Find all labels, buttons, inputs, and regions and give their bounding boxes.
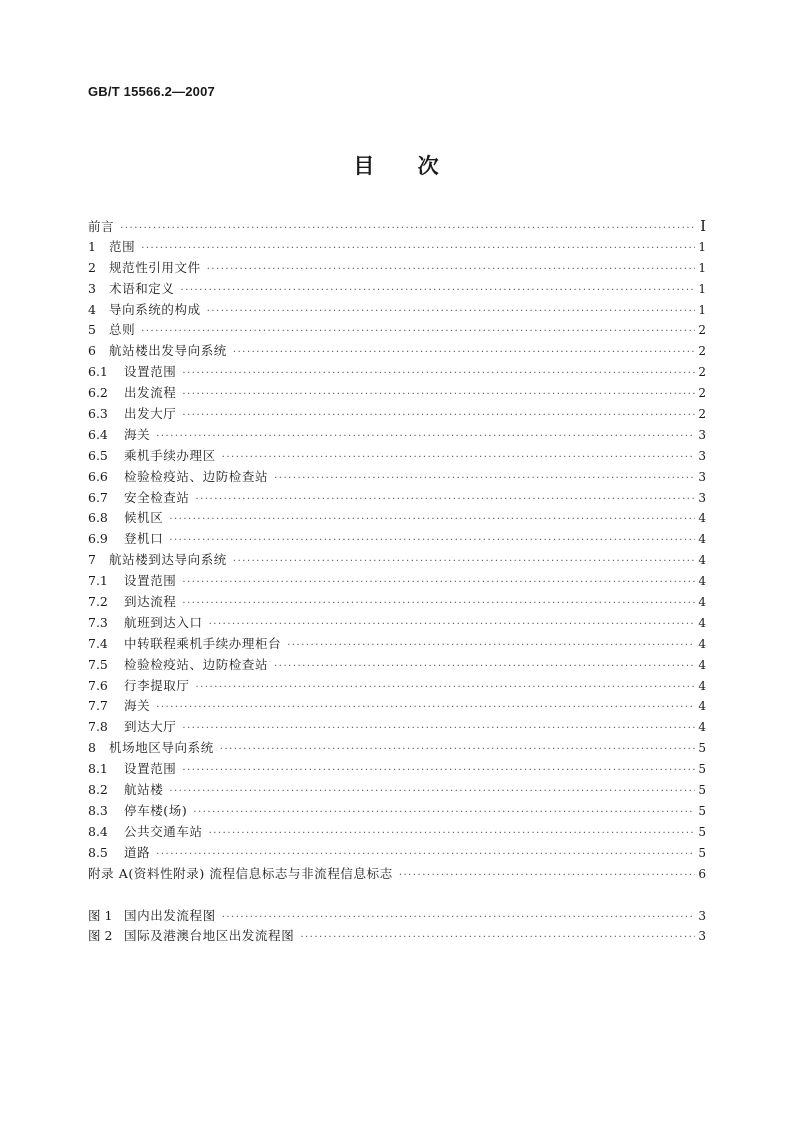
toc-entry-number: 6.9 [88,531,108,547]
figure-entry-label: 图 1 [88,907,113,923]
toc-entry-number: 8.1 [88,761,108,777]
dot-leader [182,383,695,406]
toc-entry[interactable] [88,446,706,467]
toc-entry-number: 7.4 [88,635,108,651]
toc-entry-number: 6.2 [88,385,108,401]
dot-leader [141,320,695,343]
toc-entry-text: 设置范围 [124,364,177,380]
toc-entry-page: 4 [698,720,706,735]
toc-entry-number: 7.8 [88,719,108,735]
toc-entry-number: 4 [88,301,96,317]
figure-entry[interactable] [88,926,706,947]
toc-entry-page: 4 [698,657,706,672]
toc-entry[interactable] [88,613,706,634]
toc-entry[interactable] [88,780,706,801]
toc-entry-page: 3 [698,448,706,463]
table-of-contents [88,216,706,947]
toc-entry[interactable] [88,655,706,676]
toc-entry-page: Ⅰ [700,217,706,235]
toc-entry[interactable] [88,300,706,321]
toc-entry-page: 2 [698,344,706,359]
toc-entry[interactable] [88,571,706,592]
figure-entry-page: 3 [698,929,706,944]
toc-entry-number: 7.6 [88,677,108,693]
toc-entry-number: 6.3 [88,406,108,422]
toc-entry-page: 4 [698,511,706,526]
page-title: 目 次 [353,153,441,178]
toc-entry-text: 航班到达入口 [124,614,203,630]
toc-entry-number: 6.6 [88,468,108,484]
toc-entry-number: 2 [88,259,96,275]
toc-entry-page: 2 [698,386,706,401]
toc-entry-page: 3 [698,427,706,442]
toc-entry-number: 6.1 [88,364,108,380]
toc-entry-number: 8.2 [88,782,108,798]
toc-entry-number: 7.3 [88,614,108,630]
toc-entry[interactable] [88,801,706,822]
toc-entry-number: 5 [88,322,96,338]
toc-entry-number: 6.4 [88,426,108,442]
toc-entry[interactable] [88,759,706,780]
toc-entry[interactable] [88,843,706,864]
toc-entry-text: 机场地区导向系统 [109,740,214,756]
dot-leader [233,550,695,573]
toc-entry-text: 航站楼出发导向系统 [109,343,227,359]
toc-entry[interactable] [88,279,706,300]
toc-entry-text: 前言 [88,219,115,234]
toc-entry-text: 出发大厅 [124,406,177,422]
toc-entry-text: 设置范围 [124,573,177,589]
dot-leader [300,926,695,949]
toc-entry-text: 海关 [124,426,151,442]
figure-entry[interactable] [88,906,706,927]
toc-entry-page: 4 [698,532,706,547]
toc-entry-page: 4 [698,678,706,693]
toc-entry-page: 6 [698,866,706,881]
toc-entry-page: 4 [698,553,706,568]
toc-entry-page: 5 [698,783,706,798]
toc-entry-page: 2 [698,323,706,338]
toc-entry-page: 4 [698,636,706,651]
figure-entry-text: 国内出发流程图 [124,907,216,923]
toc-entry-text: 登机口 [124,531,164,547]
toc-entry-text: 规范性引用文件 [109,259,201,275]
toc-entry[interactable] [88,383,706,404]
dot-leader [156,696,695,719]
toc-entry-number: 8.3 [88,802,108,818]
toc-entry-text: 安全检查站 [124,489,190,505]
toc-entry[interactable] [88,550,706,571]
toc-entry[interactable] [88,634,706,655]
dot-leader [209,613,695,636]
toc-entry-page: 1 [698,281,706,296]
toc-entry-page: 4 [698,595,706,610]
toc-entry[interactable] [88,425,706,446]
toc-entry-text: 到达大厅 [124,719,177,735]
toc-entry-page: 4 [698,574,706,589]
toc-entry-text: 设置范围 [124,761,177,777]
dot-leader [233,341,695,364]
dot-leader [399,864,695,887]
dot-leader [207,300,695,323]
toc-entry-text: 检验检疫站、边防检查站 [124,468,269,484]
toc-entry[interactable] [88,488,706,509]
toc-entry-page: 5 [698,824,706,839]
toc-entry-page: 2 [698,365,706,380]
dot-leader [182,362,695,385]
dot-leader [220,738,695,761]
dot-leader [182,404,695,427]
toc-entry-text: 公共交通车站 [124,823,203,839]
dot-leader [193,801,695,824]
toc-entry-text: 航站楼 [124,782,164,798]
toc-entry-number: 7.5 [88,656,108,672]
dot-leader [196,676,695,699]
toc-entry-text: 航站楼到达导向系统 [109,552,227,568]
figure-entry-text: 国际及港澳台地区出发流程图 [124,928,295,944]
toc-entry-page: 1 [698,260,706,275]
toc-entry[interactable] [88,362,706,383]
dot-leader [287,634,695,657]
dot-leader [182,592,695,615]
toc-entry-page: 5 [698,845,706,860]
figure-entry-page: 3 [698,908,706,923]
dot-leader [169,780,695,803]
toc-entry-page: 3 [698,490,706,505]
toc-entry-text: 范围 [109,238,136,254]
toc-entry-number: 6 [88,343,96,359]
toc-entry[interactable] [88,822,706,843]
toc-entry[interactable] [88,404,706,425]
toc-entry-number: 8 [88,740,96,756]
dot-leader [156,425,695,448]
toc-entry-text: 总则 [109,322,136,338]
toc-entry-text: 候机区 [124,510,164,526]
dot-leader [156,843,695,866]
toc-entry-page: 1 [698,302,706,317]
toc-entry-number: 6.7 [88,489,108,505]
toc-entry[interactable] [88,237,706,258]
toc-entry[interactable] [88,320,706,341]
toc-entry-text: 出发流程 [124,385,177,401]
toc-entry-page: 2 [698,407,706,422]
dot-leader [207,258,695,281]
toc-entry-page: 5 [698,803,706,818]
toc-entry[interactable] [88,258,706,279]
toc-entry-text: 道路 [124,844,151,860]
toc-entry-page: 1 [698,239,706,254]
toc-entry-page: 3 [698,469,706,484]
figure-entry-label: 图 2 [88,928,113,944]
dot-leader [141,237,695,260]
toc-entry-number: 1 [88,238,96,254]
toc-entry[interactable] [88,592,706,613]
toc-entry[interactable] [88,676,706,697]
dot-leader [169,529,695,552]
toc-entry[interactable] [88,341,706,362]
toc-entry[interactable] [88,529,706,550]
toc-entry[interactable] [88,696,706,717]
toc-entry-page: 5 [698,762,706,777]
toc-entry-text: 附录 A(资料性附录) 流程信息标志与非流程信息标志 [88,865,393,881]
toc-entry-text: 导向系统的构成 [109,301,201,317]
toc-entry-text: 术语和定义 [109,280,175,296]
toc-entry-page: 4 [698,699,706,714]
toc-entry-number: 7.1 [88,573,108,589]
toc-entry-number: 6.5 [88,447,108,463]
toc-entry[interactable] [88,738,706,759]
dot-leader [222,906,695,929]
toc-entry-text: 中转联程乘机手续办理柜台 [124,635,282,651]
dot-leader [182,571,695,594]
toc-entry-text: 停车楼(场) [124,802,188,818]
toc-entry-text: 检验检疫站、边防检查站 [124,656,269,672]
dot-leader [209,822,695,845]
section-spacer [88,885,706,906]
toc-entry-page: 4 [698,615,706,630]
toc-entry[interactable] [88,508,706,529]
dot-leader [274,467,695,490]
toc-entry-text: 行李提取厅 [124,677,190,693]
dot-leader [222,446,695,469]
toc-entry-appendix-a[interactable] [88,864,706,885]
toc-entry-text: 乘机手续办理区 [124,447,216,463]
toc-entry[interactable] [88,717,706,738]
toc-entry-number: 3 [88,280,96,296]
toc-entry-number: 6.8 [88,510,108,526]
dot-leader [181,279,695,302]
toc-entry-page: 5 [698,741,706,756]
dot-leader [196,488,695,511]
toc-entry-foreword[interactable] [88,216,706,237]
toc-entry-number: 8.5 [88,844,108,860]
standard-number: GB/T 15566.2—2007 [88,84,215,99]
toc-entry-text: 到达流程 [124,594,177,610]
dot-leader [274,655,695,678]
dot-leader [182,717,695,740]
toc-entry-number: 7.2 [88,594,108,610]
toc-entry[interactable] [88,467,706,488]
toc-entry-text: 海关 [124,698,151,714]
dot-leader [182,759,695,782]
dot-leader [169,508,695,531]
toc-entry-number: 8.4 [88,823,108,839]
toc-entry-number: 7 [88,552,96,568]
toc-entry-number: 7.7 [88,698,108,714]
